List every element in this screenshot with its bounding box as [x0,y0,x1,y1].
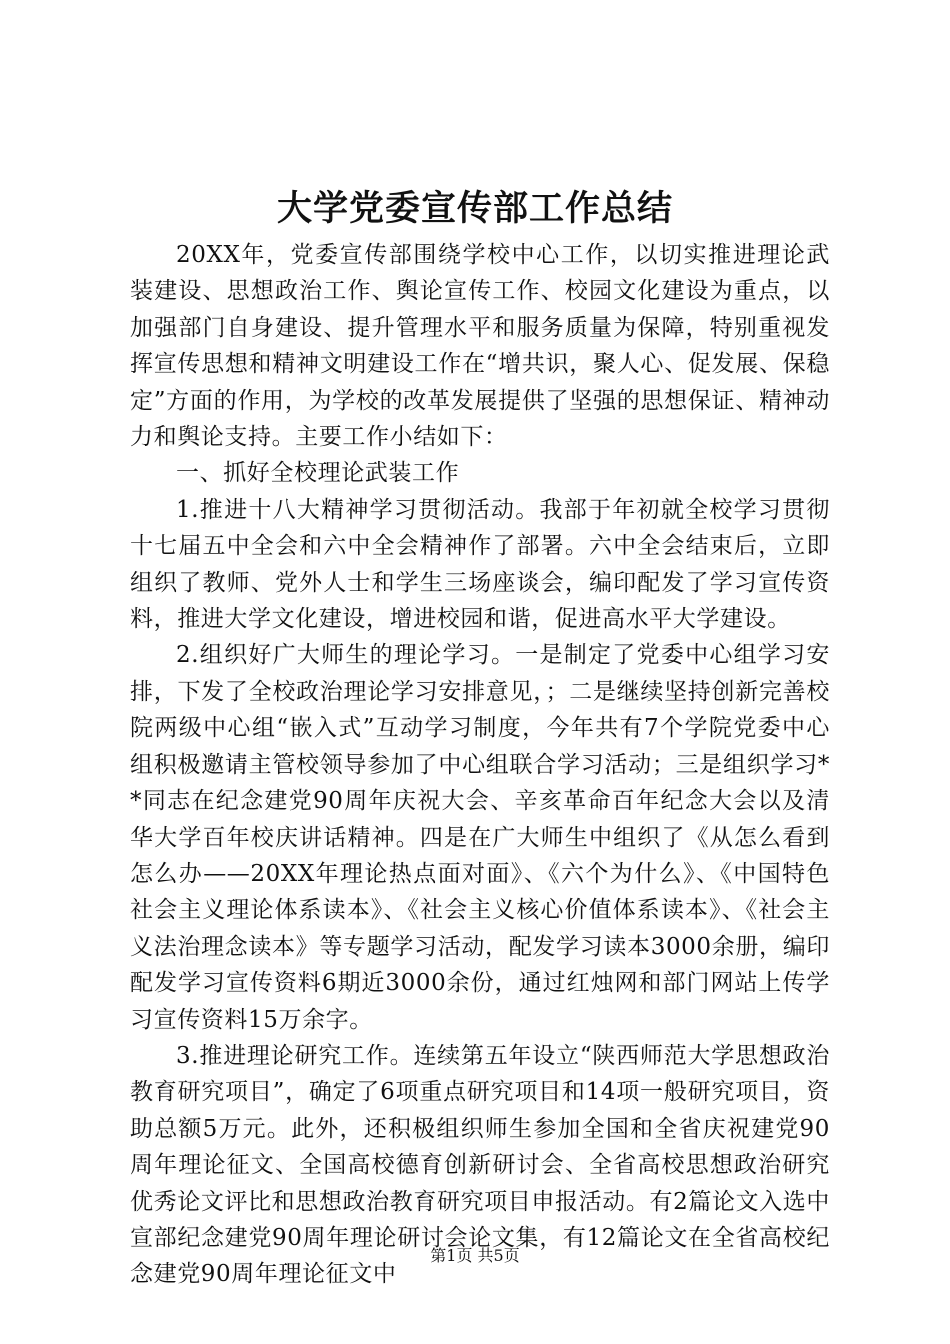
document-title: 大学党委宣传部工作总结 [276,188,673,229]
page-number-footer: 第1页 共5页 [430,1246,520,1265]
item-paragraph-3: 3.推进理论研究工作。连续第五年设立“陕西师范大学思想政治教育研究项目”，确定了6项重点研究项目和14项一般研究项目，资助总额5万元。此外，还积极组织师生参加全国和全省庆祝建党90周年理论征文、全国高校德育创新研讨会、全省高校思想政治研究优秀论文评比和思想政治教育研究项目申报活动。有2篇论文入选中宣部纪念建党90周年理论研讨会论文集，有12篇论文在全省高校纪念建党90周年理论征文中 [130,1042,830,1288]
item-paragraph-1: 1.推进十八大精神学习贯彻活动。我部于年初就全校学习贯彻十七届五中全会和六中全会精神作了部署。六中全会结束后，立即组织了教师、党外人士和学生三场座谈会，编印配发了学习宣传资料，推进大学文化建设，增进校园和谐，促进高水平大学建设。 [130,496,830,633]
document-body [130,237,830,1293]
item-paragraph-2: 2.组织好广大师生的理论学习。一是制定了党委中心组学习安排，下发了全校政治理论学习安排意见，；二是继续坚持创新完善校院两级中心组“嵌入式”互动学习制度，今年共有7个学院党委中心组积极邀请主管校领导参加了中心组联合学习活动；三是组织学习**同志在纪念建党90周年庆祝大会、辛亥革命百年纪念大会以及清华大学百年校庆讲话精神。四是在广大师生中组织了《从怎么看到怎么办——20XX年理论热点面对面》、《六个为什么》、《中国特色社会主义理论体系读本》、《社会主义核心价值体系读本》、《社会主义法治理念读本》等专题学习活动，配发学习读本3000余册，编印配发学习宣传资料6期近3000余份，通过红烛网和部门网站上传学习宣传资料15万余字。 [130,642,830,1033]
section-heading-1: 一、抓好全校理论武装工作 [176,460,460,487]
intro-paragraph: 20XX年，党委宣传部围绕学校中心工作，以切实推进理论武装建设、思想政治工作、舆论宣传工作、校园文化建设为重点，以加强部门自身建设、提升管理水平和服务质量为保障，特别重视发挥宣传思想和精神文明建设工作在“增共识，聚人心、促发展、保稳定”方面的作用，为学校的改革发展提供了坚强的思想保证、精神动力和舆论支持。主要工作小结如下： [130,242,830,451]
